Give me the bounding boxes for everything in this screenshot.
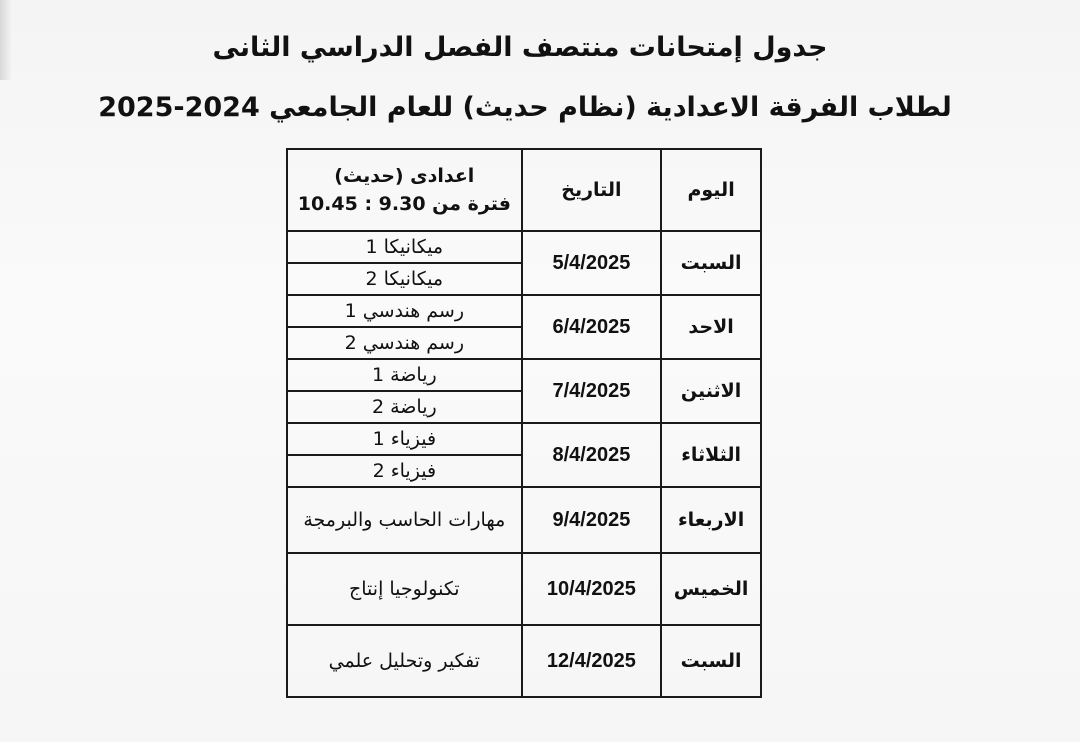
day-cell: الاثنين [661,359,761,423]
table-row [287,423,761,455]
table-row [287,487,761,553]
subject-cell: ميكانيكا 1 [287,231,522,263]
date-cell: 10/4/2025 [522,553,662,625]
exam-schedule-table [286,148,762,698]
table-row [287,231,761,263]
day-cell: الاحد [661,295,761,359]
date-cell: 9/4/2025 [522,487,662,553]
date-cell: 12/4/2025 [522,625,662,697]
table-row [287,625,761,697]
header-day: اليوم [661,149,761,231]
day-cell: الثلاثاء [661,423,761,487]
subject-cell: مهارات الحاسب والبرمجة [287,487,522,553]
header-subject-line2: فترة من 9.30 : 10.45 [297,193,511,215]
document-title: جدول إمتحانات منتصف الفصل الدراسي الثانى [212,32,828,63]
date-cell: 8/4/2025 [522,423,662,487]
subject-cell: فيزياء 1 [287,423,522,455]
table-header-row [287,149,761,231]
header-subject-line1: اعدادى (حديث) [334,165,475,187]
subject-cell: تكنولوجيا إنتاج [287,553,522,625]
table-row [287,553,761,625]
subject-cell: رسم هندسي 1 [287,295,522,327]
table-row [287,359,761,391]
document-subtitle: لطلاب الفرقة الاعدادية (نظام حديث) للعام الجامعي 2024-2025 [98,92,952,123]
date-cell: 6/4/2025 [522,295,662,359]
subject-cell: رسم هندسي 2 [287,327,522,359]
subject-cell: رياضة 1 [287,359,522,391]
header-date: التاريخ [522,149,662,231]
date-cell: 7/4/2025 [522,359,662,423]
day-cell: السبت [661,231,761,295]
day-cell: الاربعاء [661,487,761,553]
subject-cell: فيزياء 2 [287,455,522,487]
day-cell: السبت [661,625,761,697]
subject-cell: ميكانيكا 2 [287,263,522,295]
day-cell: الخميس [661,553,761,625]
header-subject [287,149,522,231]
subject-cell: تفكير وتحليل علمي [287,625,522,697]
subject-cell: رياضة 2 [287,391,522,423]
date-cell: 5/4/2025 [522,231,662,295]
table-row [287,295,761,327]
